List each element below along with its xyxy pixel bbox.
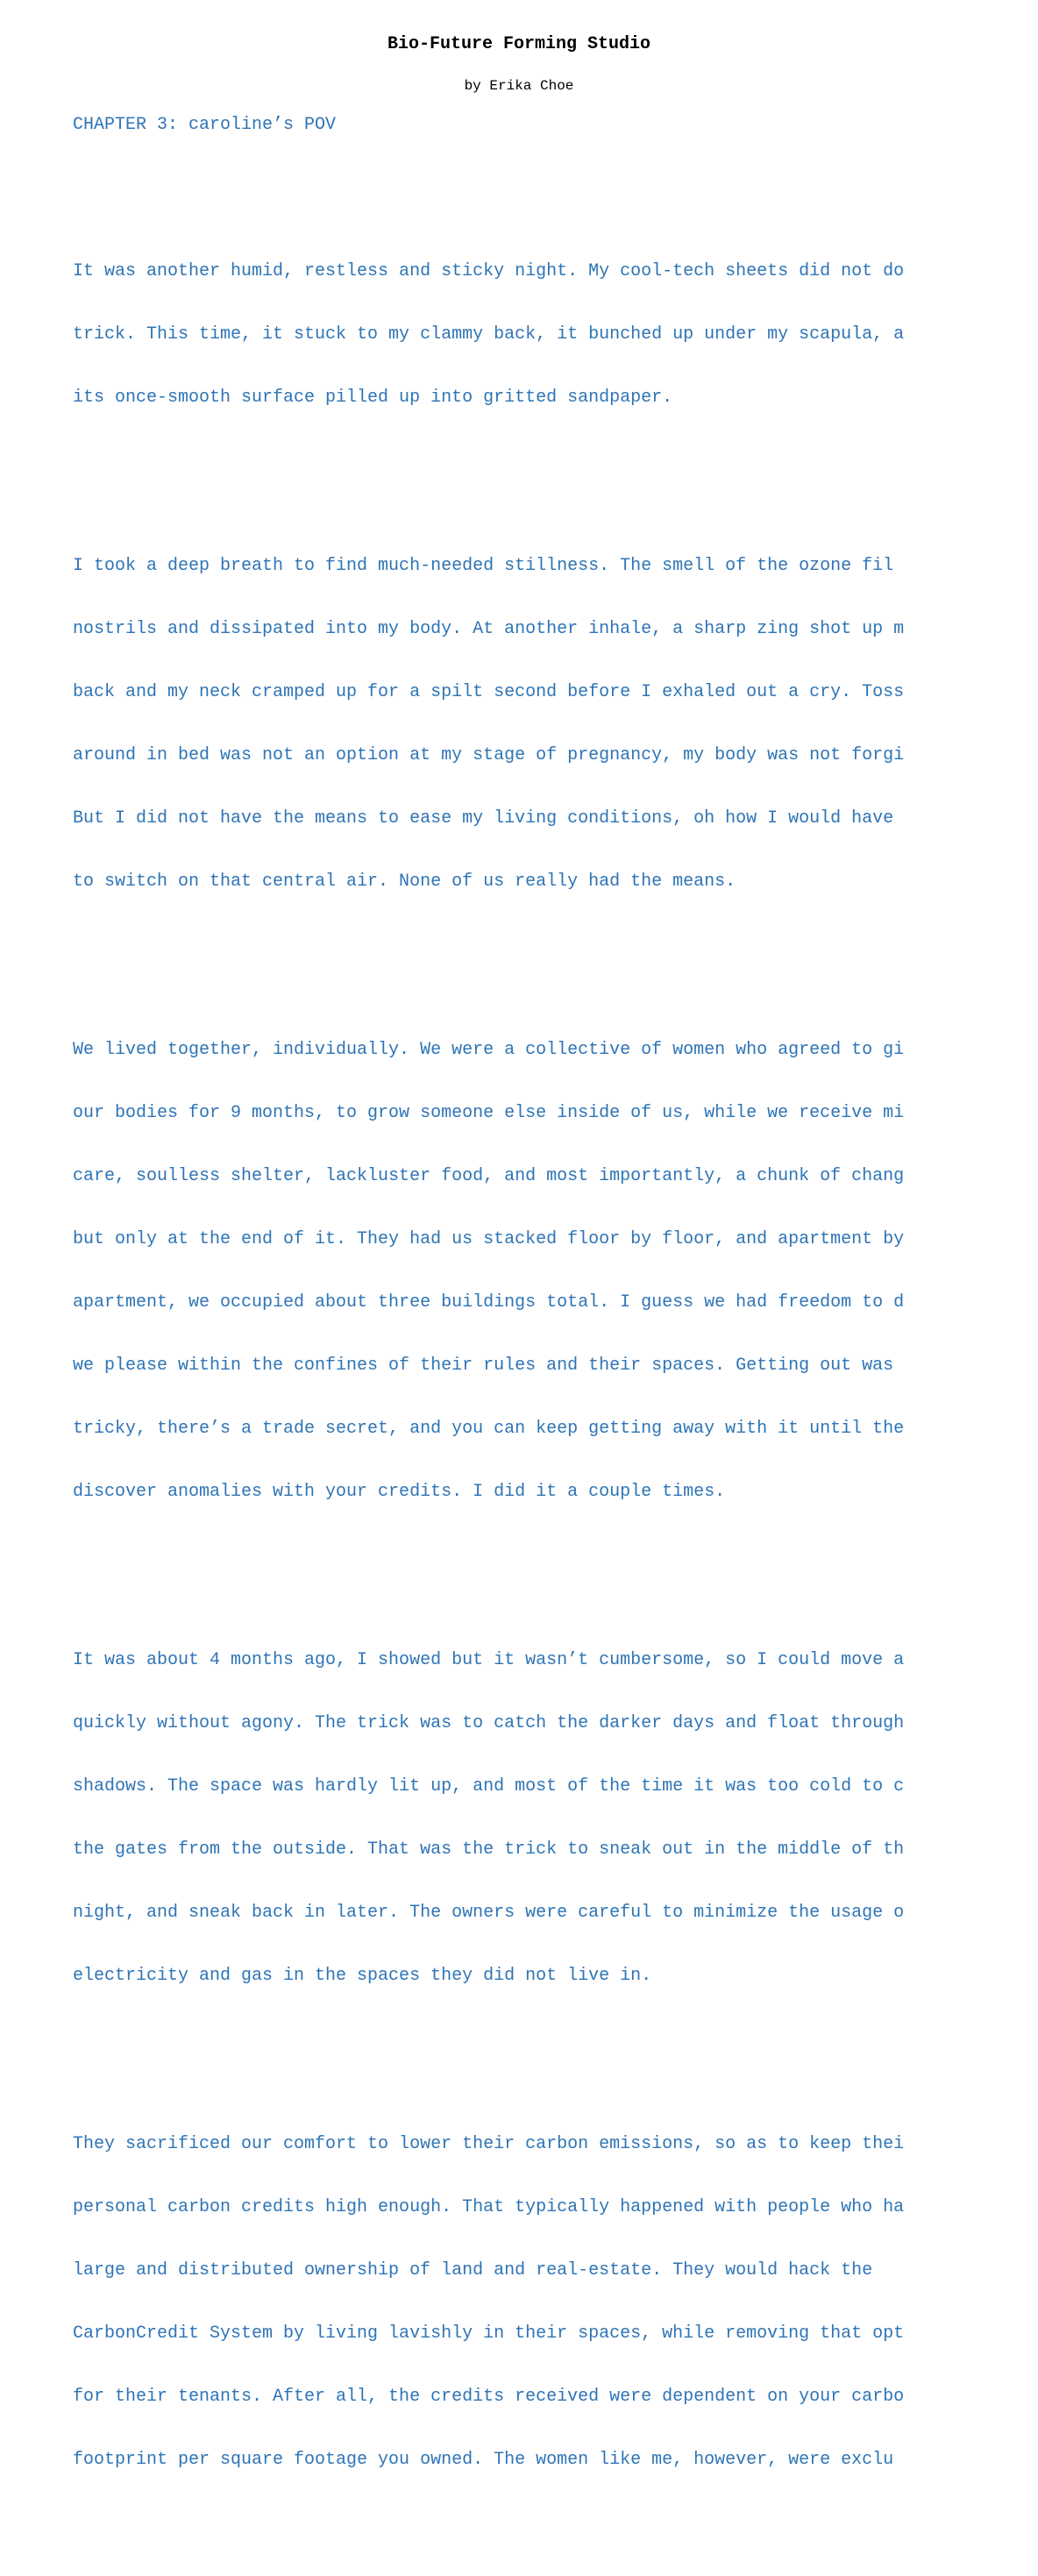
text-line: to switch on that central air. None of us really had the means. <box>73 872 736 892</box>
text-line: large and distributed ownership of land and real-estate. They would hack the <box>73 2260 873 2281</box>
text-line: nostrils and dissipated into my body. At another inhale, a sharp zing shot up m <box>73 619 905 639</box>
text-line: around in bed was not an option at my stage of pregnancy, my body was not forgi <box>73 745 905 765</box>
text-line: the gates from the outside. That was the trick to sneak out in the middle of th <box>73 1839 905 1860</box>
text-line: quickly without agony. The trick was to catch the darker days and float through <box>73 1713 905 1733</box>
text-line: back and my neck cramped up for a spilt second before I exhaled out a cry. Toss <box>73 682 905 702</box>
text-line: tricky, there’s a trade secret, and you can keep getting away with it until the <box>73 1419 905 1439</box>
text-line: discover anomalies with your credits. I did it a couple times. <box>73 1482 726 1502</box>
text-line: trick. This time, it stuck to my clammy back, it bunched up under my scapula, a <box>73 324 905 345</box>
text-line: care, soulless shelter, lackluster food, and most importantly, a chunk of chang <box>73 1166 905 1186</box>
document-author: by Erika Choe <box>464 78 574 94</box>
paragraph <box>73 219 904 451</box>
text-line: personal carbon credits high enough. That typically happened with people who ha <box>73 2197 905 2217</box>
chapter-heading: CHAPTER 3: caroline’s POV <box>73 115 337 135</box>
text-line: I took a deep breath to find much-needed stillness. The smell of the ozone fil <box>73 556 894 576</box>
text-line: footprint per square footage you owned. The women like me, however, were exclu <box>73 2450 894 2470</box>
paragraph <box>73 2092 904 2513</box>
text-line: for their tenants. After all, the credits received were dependent on your carbo <box>73 2387 905 2407</box>
text-line: They sacrificed our comfort to lower their carbon emissions, so as to keep thei <box>73 2134 905 2154</box>
document-title: Bio-Future Forming Studio <box>387 34 651 54</box>
text-line: our bodies for 9 months, to grow someone else inside of us, while we receive mi <box>73 1103 905 1123</box>
text-line: shadows. The space was hardly lit up, and most of the time it was too cold to c <box>73 1776 905 1797</box>
text-line: But I did not have the means to ease my living conditions, oh how I would have <box>73 808 894 829</box>
text-line: It was about 4 months ago, I showed but it wasn’t cumbersome, so I could move a <box>73 1650 905 1670</box>
text-line: its once-smooth surface pilled up into gritted sandpaper. <box>73 388 673 408</box>
text-line: We lived together, individually. We were a collective of women who agreed to gi <box>73 1040 905 1060</box>
paragraph <box>73 998 904 1545</box>
chapter-body <box>73 177 904 2576</box>
text-line: but only at the end of it. They had us stacked floor by floor, and apartment by <box>73 1229 905 1249</box>
paragraph <box>73 1608 904 2029</box>
text-line: CarbonCredit System by living lavishly in their spaces, while removing that opt <box>73 2323 905 2344</box>
text-line: we please within the confines of their rules and their spaces. Getting out was <box>73 1356 894 1376</box>
paragraph <box>73 514 904 935</box>
text-line: apartment, we occupied about three buildings total. I guess we had freedom to d <box>73 1292 905 1313</box>
text-line: night, and sneak back in later. The owners were careful to minimize the usage o <box>73 1903 905 1923</box>
text-line: electricity and gas in the spaces they did not live in. <box>73 1966 652 1986</box>
text-line: It was another humid, restless and sticky night. My cool-tech sheets did not do <box>73 261 905 281</box>
